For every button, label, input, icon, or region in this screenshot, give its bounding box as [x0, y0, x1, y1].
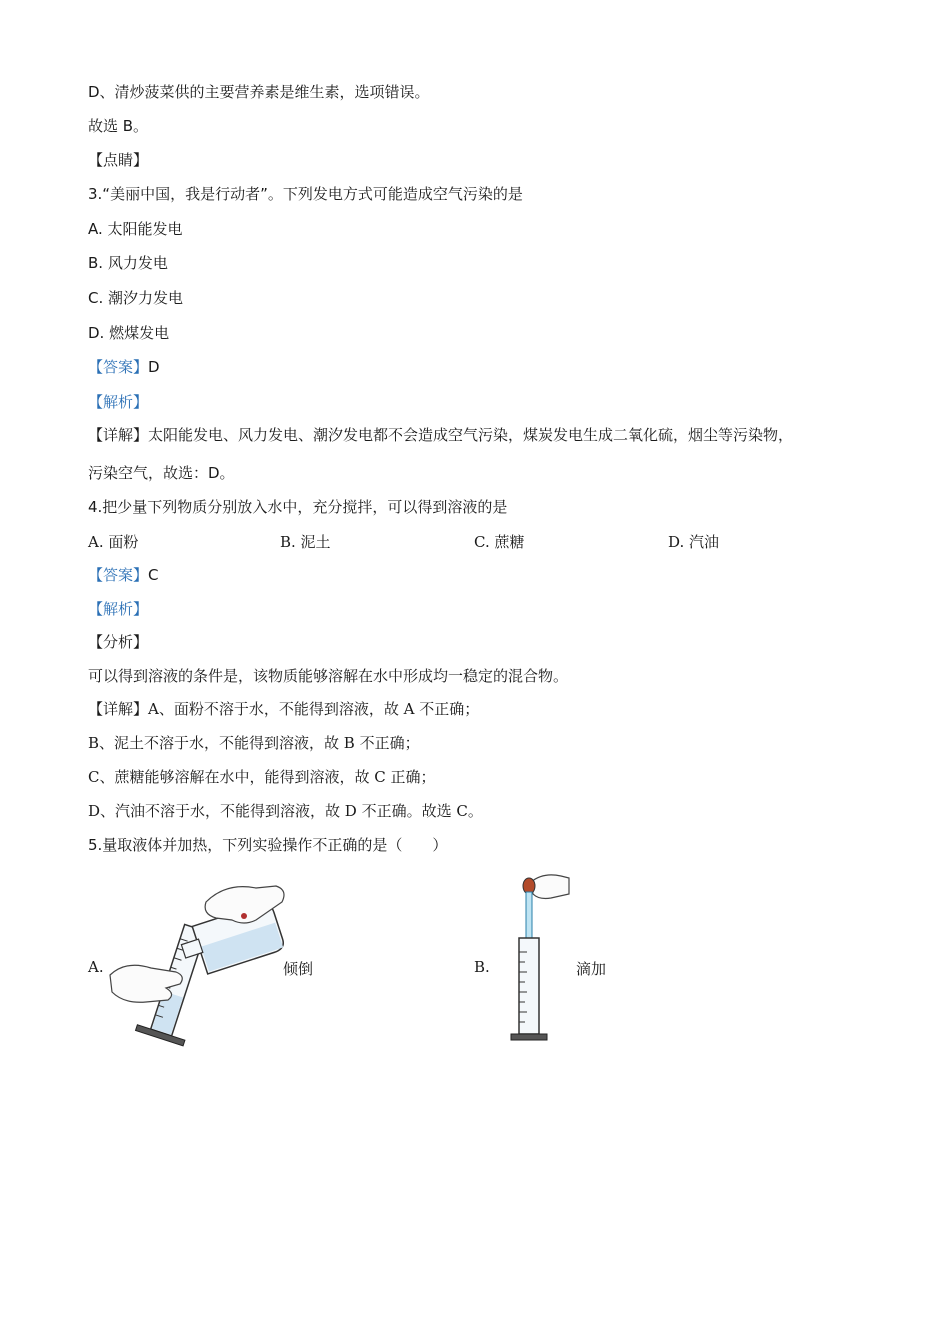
- question-4: 4.把少量下列物质分别放入水中，充分搅拌，可以得到溶液的是: [88, 498, 508, 516]
- answer-tag: 【答案】: [88, 358, 149, 376]
- option-a: A. 面粉: [88, 533, 139, 551]
- option-d: D. 汽油: [668, 533, 720, 551]
- analysis-text: 可以得到溶液的条件是，该物质能够溶解在水中形成均一稳定的混合物。: [88, 667, 569, 685]
- dropper-illustration: [503, 872, 573, 1044]
- option-c: C. 蔗糖: [474, 533, 525, 551]
- option-d: D. 燃煤发电: [88, 324, 170, 342]
- figure-b-label: B.: [474, 958, 490, 976]
- option-b: B. 泥土: [280, 533, 331, 551]
- option-c: C. 潮汐力发电: [88, 289, 184, 307]
- detail-line: C、蔗糖能够溶解在水中，能得到溶液，故 C 正确；: [88, 768, 436, 786]
- answer-tag: 【答案】: [88, 566, 149, 584]
- detail-line: B、泥土不溶于水，不能得到溶液，故 B 不正确；: [88, 734, 420, 752]
- answer-line: [88, 357, 160, 377]
- question-3: 3.“美丽中国，我是行动者”。下列发电方式可能造成空气污染的是: [88, 185, 523, 203]
- text-line: 故选 B。: [88, 117, 149, 135]
- figure-b-caption: 滴加: [576, 960, 607, 978]
- option-b: B. 风力发电: [88, 254, 168, 272]
- figure-a-label: A.: [88, 958, 104, 976]
- detail-line: 【详解】太阳能发电、风力发电、潮汐发电都不会造成空气污染，煤炭发电生成二氧化硫，烟尘等污染物，: [88, 426, 794, 444]
- detail-line: 污染空气，故选：D。: [88, 464, 235, 482]
- text-line: D、清炒菠菜供的主要营养素是维生素，选项错误。: [88, 83, 430, 101]
- question-5: 5.量取液体并加热，下列实验操作不正确的是（ ）: [88, 836, 448, 854]
- option-a: A. 太阳能发电: [88, 220, 183, 238]
- analysis-tag: 【解析】: [88, 600, 149, 618]
- analysis-tag: 【解析】: [88, 393, 149, 411]
- answer-value: C: [148, 566, 159, 584]
- figure-a-caption: 倾倒: [283, 960, 314, 978]
- section-tag-dianjing: 【点睛】: [88, 151, 149, 169]
- answer-line: [88, 565, 159, 585]
- pouring-illustration: [106, 880, 296, 1050]
- section-tag-fenxi: 【分析】: [88, 633, 149, 651]
- answer-value: D: [148, 358, 160, 376]
- detail-line: 【详解】A、面粉不溶于水，不能得到溶液，故 A 不正确；: [88, 700, 480, 718]
- detail-line: D、汽油不溶于水，不能得到溶液，故 D 不正确。故选 C。: [88, 802, 483, 820]
